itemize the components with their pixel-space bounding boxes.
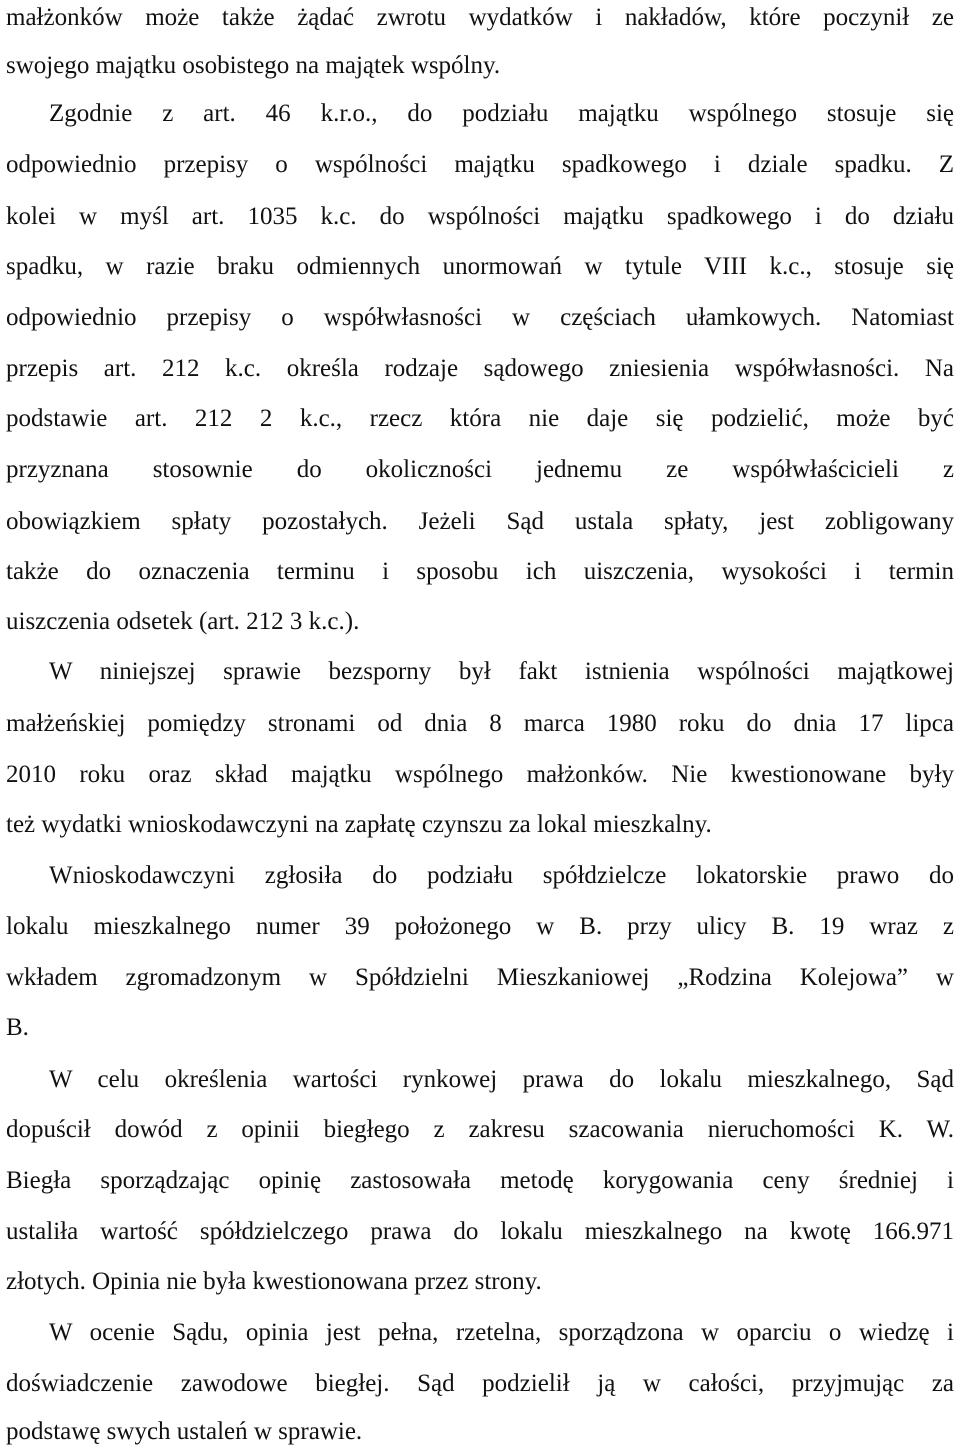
text-line: odpowiednio przepisy o współwłasności w częściach ułamkowych. Natomiast — [6, 304, 954, 331]
text-line: B. — [6, 1014, 29, 1041]
text-line: przyznana stosownie do okoliczności jednemu ze współwłaścicieli z — [6, 456, 954, 483]
text-line: spadku, w razie braku odmiennych unormowań w tytule VIII k.c., stosuje się — [6, 253, 954, 280]
paragraph-first-line: W niniejszej sprawie bezsporny był fakt istnienia wspólności majątkowej — [49, 658, 954, 685]
text-line: ustaliła wartość spółdzielczego prawa do lokalu mieszkalnego na kwotę 166.971 — [6, 1218, 954, 1245]
text-line: złotych. Opinia nie była kwestionowana przez strony. — [6, 1268, 542, 1295]
text-line: uiszczenia odsetek (art. 212 3 k.c.). — [6, 608, 360, 635]
text-line: kolei w myśl art. 1035 k.c. do wspólności majątku spadkowego i do działu — [6, 203, 954, 230]
text-line: także do oznaczenia terminu i sposobu ich uiszczenia, wysokości i termin — [6, 558, 954, 585]
text-line: podstawę swych ustaleń w sprawie. — [6, 1418, 363, 1445]
text-line: dopuścił dowód z opinii biegłego z zakresu szacowania nieruchomości K. W. — [6, 1116, 954, 1143]
text-line: doświadczenie zawodowe biegłej. Sąd podzielił ją w całości, przyjmując za — [6, 1370, 954, 1397]
paragraph-first-line: W ocenie Sądu, opinia jest pełna, rzetelna, sporządzona w oparciu o wiedzę i — [49, 1319, 954, 1346]
text-line: podstawie art. 212 2 k.c., rzecz która nie daje się podzielić, może być — [6, 405, 954, 432]
text-line: też wydatki wnioskodawczyni na zapłatę czynszu za lokal mieszkalny. — [6, 811, 712, 838]
text-line: obowiązkiem spłaty pozostałych. Jeżeli Sąd ustala spłaty, jest zobligowany — [6, 508, 954, 535]
text-line: wkładem zgromadzonym w Spółdzielni Mieszkaniowej „Rodzina Kolejowa” w — [6, 964, 954, 991]
paragraph-first-line: Wnioskodawczyni zgłosiła do podziału spółdzielcze lokatorskie prawo do — [49, 862, 954, 889]
paragraph-first-line: W celu określenia wartości rynkowej prawa do lokalu mieszkalnego, Sąd — [49, 1066, 954, 1093]
paragraph-first-line: Zgodnie z art. 46 k.r.o., do podziału majątku wspólnego stosuje się — [49, 100, 954, 127]
text-line: przepis art. 212 k.c. określa rodzaje sądowego zniesienia współwłasności. Na — [6, 355, 954, 382]
text-line: lokalu mieszkalnego numer 39 położonego w B. przy ulicy B. 19 wraz z — [6, 913, 954, 940]
text-line: małżonków może także żądać zwrotu wydatków i nakładów, które poczynił ze — [6, 4, 954, 31]
text-line: odpowiednio przepisy o wspólności majątku spadkowego i dziale spadku. Z — [6, 151, 954, 178]
text-line: małżeńskiej pomiędzy stronami od dnia 8 marca 1980 roku do dnia 17 lipca — [6, 710, 954, 737]
text-line: 2010 roku oraz skład majątku wspólnego małżonków. Nie kwestionowane były — [6, 761, 954, 788]
text-line: swojego majątku osobistego na majątek wspólny. — [6, 52, 501, 79]
text-line: Biegła sporządzając opinię zastosowała metodę korygowania ceny średniej i — [6, 1167, 954, 1194]
